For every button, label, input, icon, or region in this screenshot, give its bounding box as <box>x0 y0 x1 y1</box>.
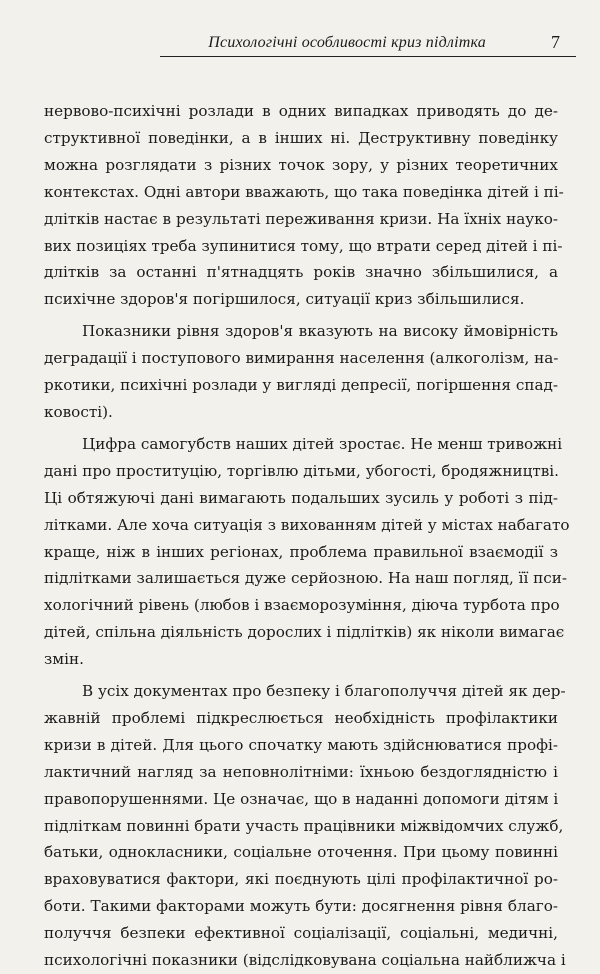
paragraph-3 <box>44 431 570 673</box>
text-line: дітей, спільна діяльність дорослих і підлітків) як ніколи вимагає <box>44 623 565 642</box>
text-line: структивної поведінки, а в інших ні. Деструктивну поведінку <box>44 128 558 147</box>
paragraph-1 <box>44 98 564 313</box>
text-line: контекстах. Одні автори вважають, що така поведінка дітей і пі- <box>44 182 564 201</box>
text-line: змін. <box>44 650 84 669</box>
paragraph-2 <box>44 318 558 426</box>
text-line: краще, ніж в інших регіонах, проблема правильної взаємодії з <box>44 542 558 561</box>
text-line: літками. Але хоча ситуація з вихованням дітей у містах набагато <box>44 515 570 534</box>
text-line: можна розглядати з різних точок зору, у різних теоретичних <box>44 155 558 174</box>
text-line: боти. Такими факторами можуть бути: досягнення рівня благо- <box>44 897 558 916</box>
text-line: дані про проституцію, торгівлю дітьми, убогості, бродяжництві. <box>44 461 559 480</box>
text-line: вих позиціях треба зупинитися тому, що втрати серед дітей і пі- <box>44 236 563 255</box>
text-line: нервово-психічні розлади в одних випадках приводять до де- <box>44 102 558 120</box>
page-header <box>160 30 576 57</box>
text-line: ковості). <box>44 402 113 421</box>
text-line: батьки, однокласники, соціальне оточення. При цьому повинні <box>44 843 558 862</box>
text-line: В усіх документах про безпеку і благополуччя дітей як дер- <box>82 682 566 701</box>
text-line: получчя безпеки ефективної соціалізації, соціальні, медичні, <box>44 924 558 943</box>
text-line: підліткам повинні брати участь працівники міжвідомчих служб, <box>44 816 564 835</box>
text-line: психічне здоров'я погіршилося, ситуації криз збільшилися. <box>44 290 525 309</box>
text-line: жавній проблемі підкреслюється необхідність профілактики <box>44 708 558 727</box>
text-line: Показники рівня здоров'я вказують на високу ймовірність <box>82 322 558 341</box>
text-line: правопорушеннями. Це означає, що в наданні допомоги дітям і <box>44 789 559 808</box>
text-line: Ці обтяжуючі дані вимагають подальших зусиль у роботі з під- <box>44 488 558 507</box>
text-line: психологічні показники (відслідковувана соціальна найближча і <box>44 951 566 970</box>
text-line: кризи в дітей. Для цього спочатку мають здійснюватися профі- <box>44 735 558 754</box>
text-line: хологічний рівень (любов і взаєморозуміння, діюча турбота про <box>44 596 560 615</box>
running-title: Психологічні особливості криз підлітка <box>208 34 486 51</box>
text-line: Цифра самогубств наших дітей зростає. Не менш тривожні <box>82 434 563 453</box>
text-line: підлітками залишається дуже серйозною. На наш погляд, її пси- <box>44 569 568 588</box>
text-line: длітків настає в результаті переживання кризи. На їхніх науко- <box>44 209 558 228</box>
text-line: ркотики, психічні розлади у вигляді депресії, погіршення спад- <box>44 376 558 395</box>
text-line: деградації і поступового вимирання населення (алкоголізм, на- <box>44 349 559 368</box>
page-number: 7 <box>551 32 560 52</box>
paragraph-4 <box>44 678 566 974</box>
text-line: лактичний нагляд за неповнолітніми: їхньою бездоглядністю і <box>44 762 558 781</box>
text-line: длітків за останні п'ятнадцять років значно збільшилися, а <box>44 263 558 282</box>
text-line: враховуватися фактори, які поєднують цілі профілактичної ро- <box>44 870 558 889</box>
body-text <box>44 98 570 974</box>
